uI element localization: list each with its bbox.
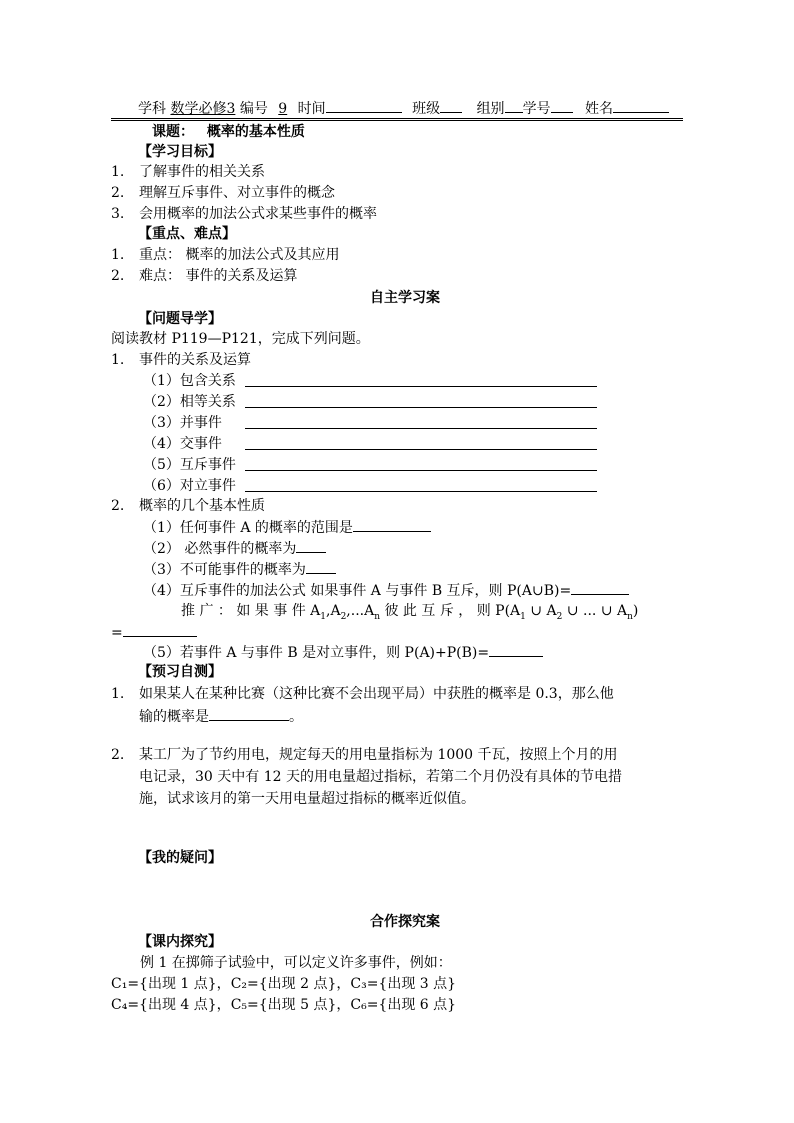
q1-heading: 1. 事件的关系及运算 (111, 352, 251, 368)
header-rule (111, 118, 683, 119)
header-line (138, 98, 669, 119)
q2-p1-blank[interactable] (353, 517, 431, 532)
q1-blank[interactable] (245, 386, 597, 387)
q1-item: （1）包含关系 (143, 373, 236, 389)
questions-heading: 【我的疑问】 (138, 850, 222, 866)
q2-p4: （4）互斥事件的加法公式 如果事件 A 与事件 B 互斥，则 P(A∪B)= (143, 580, 629, 601)
q1-blank[interactable] (245, 428, 597, 429)
q2-p3-blank[interactable] (306, 559, 336, 574)
q2-heading: 2. 概率的几个基本性质 (111, 498, 265, 514)
header-course: 数学必修3 (170, 101, 236, 117)
q2-p4-generalization: 推 广 ： 如 果 事 件 $A_1,A_2,...A_n$ 彼 此 互 斥 ， 则 $P(A_1$ ∪ $A_2$ ∪ ... ∪ $A_n$) (181, 603, 639, 622)
goal-item: 2. 理解互斥事件、对立事件的概念 (111, 185, 335, 201)
q2-p4-blank[interactable] (571, 580, 629, 595)
student-no-blank[interactable] (551, 98, 573, 113)
header-number-label: 编号 (239, 101, 268, 117)
header-subject: 学科 (138, 101, 166, 117)
header-class-label: 班级 (412, 101, 441, 117)
q1-item: （3）并事件 (143, 415, 222, 431)
goal-item: 1. 了解事件的相关关系 (111, 164, 265, 180)
example-1: 例 1 在掷筛子试验中，可以定义许多事件，例如： (140, 955, 452, 971)
keypoint-item: 2. 难点： 事件的关系及运算 (111, 268, 298, 284)
header-number-value: 9 (278, 101, 288, 117)
guide-heading: 【问题导学】 (138, 311, 222, 327)
keypoint-item: 1. 重点： 概率的加法公式及其应用 (111, 247, 340, 263)
topic-label: 课题： (152, 124, 194, 140)
q1-blank[interactable] (245, 491, 597, 492)
goals-heading: 【学习目标】 (138, 144, 222, 160)
q1-blank[interactable] (245, 470, 597, 471)
q2-p5-blank[interactable] (489, 642, 543, 657)
events-row-2: C₄={出现 4 点}，C₅={出现 5 点}，C₆={出现 6 点} (111, 997, 457, 1013)
preview-q2-line3: 施，试求该月的第一天用电量超过指标的概率近似值。 (139, 791, 475, 807)
q1-blank[interactable] (245, 407, 597, 408)
q1-item: （6）对立事件 (143, 478, 236, 494)
events-row-1: C₁={出现 1 点}，C₂={出现 2 点}，C₃={出现 3 点} (111, 976, 457, 992)
guide-intro: 阅读教材 P119—P121，完成下列问题。 (111, 331, 370, 347)
preview-q2-line1: 2. 某工厂为了节约用电，规定每天的用电量指标为 1000 千瓦，按照上个月的用 (111, 747, 618, 763)
q1-item: （2）相等关系 (143, 394, 236, 410)
header-group-label: 组别 (476, 101, 505, 117)
keypoints-heading: 【重点、难点】 (138, 226, 236, 242)
q2-p2-blank[interactable] (296, 538, 326, 553)
header-rule-2 (111, 120, 683, 121)
cooperative-title: 合作探究案 (370, 914, 440, 930)
q2-p2: （2） 必然事件的概率为 (143, 538, 326, 559)
q2-p1: （1）任何事件 A 的概率的范围是 (143, 517, 431, 538)
time-blank[interactable] (326, 98, 402, 113)
q1-item: （5）互斥事件 (143, 457, 236, 473)
q2-p4-result: = (111, 622, 197, 643)
header-student-no-label: 学号 (522, 101, 551, 117)
preview-q1-line1: 1. 如果某人在某种比赛（这种比赛不会出现平局）中获胜的概率是 0.3，那么他 (111, 686, 614, 702)
q2-p4-result-blank[interactable] (123, 622, 197, 637)
self-study-title: 自主学习案 (370, 290, 440, 306)
preview-heading: 【预习自测】 (138, 664, 222, 680)
topic-title: 概率的基本性质 (206, 124, 305, 140)
preview-q2-line2: 电记录，30 天中有 12 天的用电量超过指标，若第二个月仍没有具体的节电措 (139, 769, 622, 785)
group-blank[interactable] (505, 98, 523, 113)
q1-blank[interactable] (245, 449, 597, 450)
preview-q1-line2: 输的概率是 。 (139, 706, 303, 727)
header-time-label: 时间 (297, 101, 326, 117)
cooperative-heading: 【课内探究】 (138, 934, 222, 950)
q1-item: （4）交事件 (143, 436, 222, 452)
preview-q1-blank[interactable] (209, 706, 289, 721)
name-blank[interactable] (613, 98, 669, 113)
header-name-label: 姓名 (585, 101, 614, 117)
q2-p3: （3）不可能事件的概率为 (143, 559, 336, 580)
class-blank[interactable] (440, 98, 462, 113)
topic-line (152, 122, 305, 142)
goal-item: 3. 会用概率的加法公式求某些事件的概率 (111, 206, 377, 222)
q2-p5: （5）若事件 A 与事件 B 是对立事件，则 P(A)+P(B)= (143, 642, 543, 663)
